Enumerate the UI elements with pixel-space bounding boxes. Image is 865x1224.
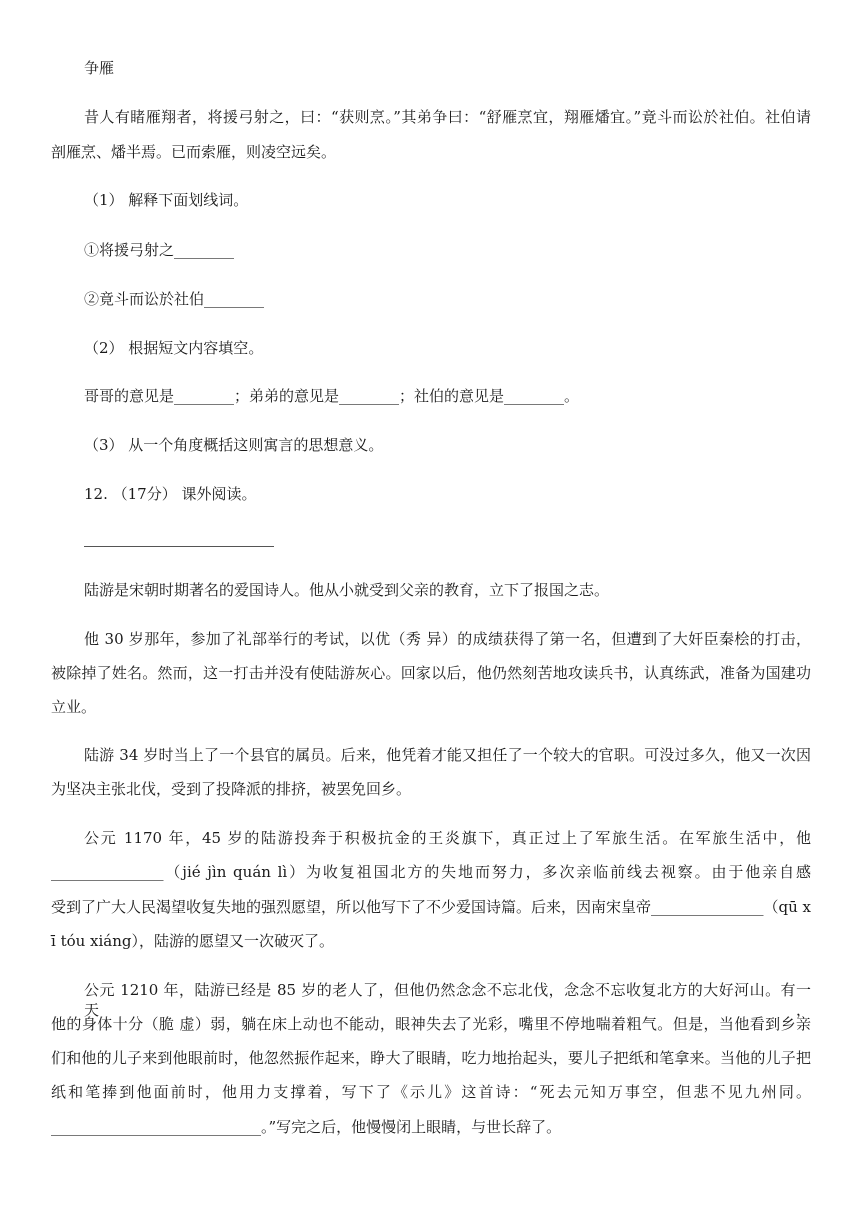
passage2-p5-line4: 纸和笔捧到他面前时，他用力支撑着，写下了《示儿》这首诗：“死去元知万事空，但悲不见九州同。 — [51, 1083, 811, 1101]
question-2-fill: 哥哥的意见是________；弟弟的意见是________；社伯的意见是________。 — [84, 387, 580, 405]
passage2-p5-line2: 他的身体十分（脆 虚）弱，躺在床上动也不能动，眼神失去了光彩，嘴里不停地喘着粗气。但是，当他看到乡亲 — [51, 1015, 811, 1033]
passage2-p4-line4: ī tóu xiáng），陆游的愿望又一次破灭了。 — [51, 932, 335, 950]
passage2-p5-line3: 们和他的儿子来到他眼前时，他忽然振作起来，睁大了眼睛，吃力地抬起头，要儿子把纸和笔拿来。当他的儿子把 — [51, 1049, 811, 1067]
question-1b: ②竟斗而讼於社伯________ — [84, 290, 265, 308]
question-3: （3） 从一个角度概括这则寓言的思想意义。 — [84, 436, 384, 454]
passage-line-2: 剖雁烹、燔半焉。已而索雁，则凌空远矣。 — [51, 143, 337, 161]
passage2-p2-line1: 他 30 岁那年，参加了礼部举行的考试，以优（秀 异）的成绩获得了第一名，但遭到了大奸臣秦桧的打击， — [84, 630, 811, 648]
passage2-p5-line1: 公元 1210 年，陆游已经是 85 岁的老人了，但他仍然念念不忘北伐，念念不忘收复北方的大好河山。有一天， — [84, 981, 811, 1019]
passage-line-1: 昔人有睹雁翔者，将援弓射之，曰：“获则烹。”其弟争曰：“舒雁烹宜，翔雁燔宜。”竟斗而讼於社伯。社伯请 — [84, 108, 811, 126]
title-blank-line — [84, 546, 274, 547]
passage2-p4-line3: 受到了广大人民渴望收复失地的强烈愿望，所以他写下了不少爱国诗篇。后来，因南宋皇帝_______________（qū x — [51, 898, 811, 916]
passage2-p4-line2: _______________（jié jìn quán lì）为收复祖国北方的失地而努力，多次亲临前线去视察。由于他亲自感 — [51, 863, 811, 881]
passage2-p3-line1: 陆游 34 岁时当上了一个县官的属员。后来，他凭着才能又担任了一个较大的官职。可没过多久，他又一次因 — [84, 746, 811, 764]
question-1: （1） 解释下面划线词。 — [84, 191, 249, 209]
passage2-p4-line1: 公元 1170 年，45 岁的陆游投奔于积极抗金的王炎旗下，真正过上了军旅生活。在军旅生活中，他 — [84, 829, 811, 847]
question-12-header: 12. （17分） 课外阅读。 — [84, 485, 257, 503]
passage2-p2-line2: 被除掉了姓名。然而，这一打击并没有使陆游灰心。回家以后，他仍然刻苦地攻读兵书，认真练武，准备为国建功 — [51, 664, 811, 682]
passage-title: 争雁 — [84, 59, 115, 77]
question-2: （2） 根据短文内容填空。 — [84, 339, 264, 357]
passage2-p5-line5: ____________________________。”写完之后，他慢慢闭上眼睛，与世长辞了。 — [51, 1118, 562, 1136]
passage2-p2-line3: 立业。 — [51, 698, 97, 716]
passage2-p1: 陆游是宋朝时期著名的爱国诗人。他从小就受到父亲的教育，立下了报国之志。 — [84, 581, 610, 599]
question-1a: ①将援弓射之________ — [84, 241, 235, 259]
passage2-p3-line2: 为坚决主张北伐，受到了投降派的排挤，被罢免回乡。 — [51, 780, 412, 798]
